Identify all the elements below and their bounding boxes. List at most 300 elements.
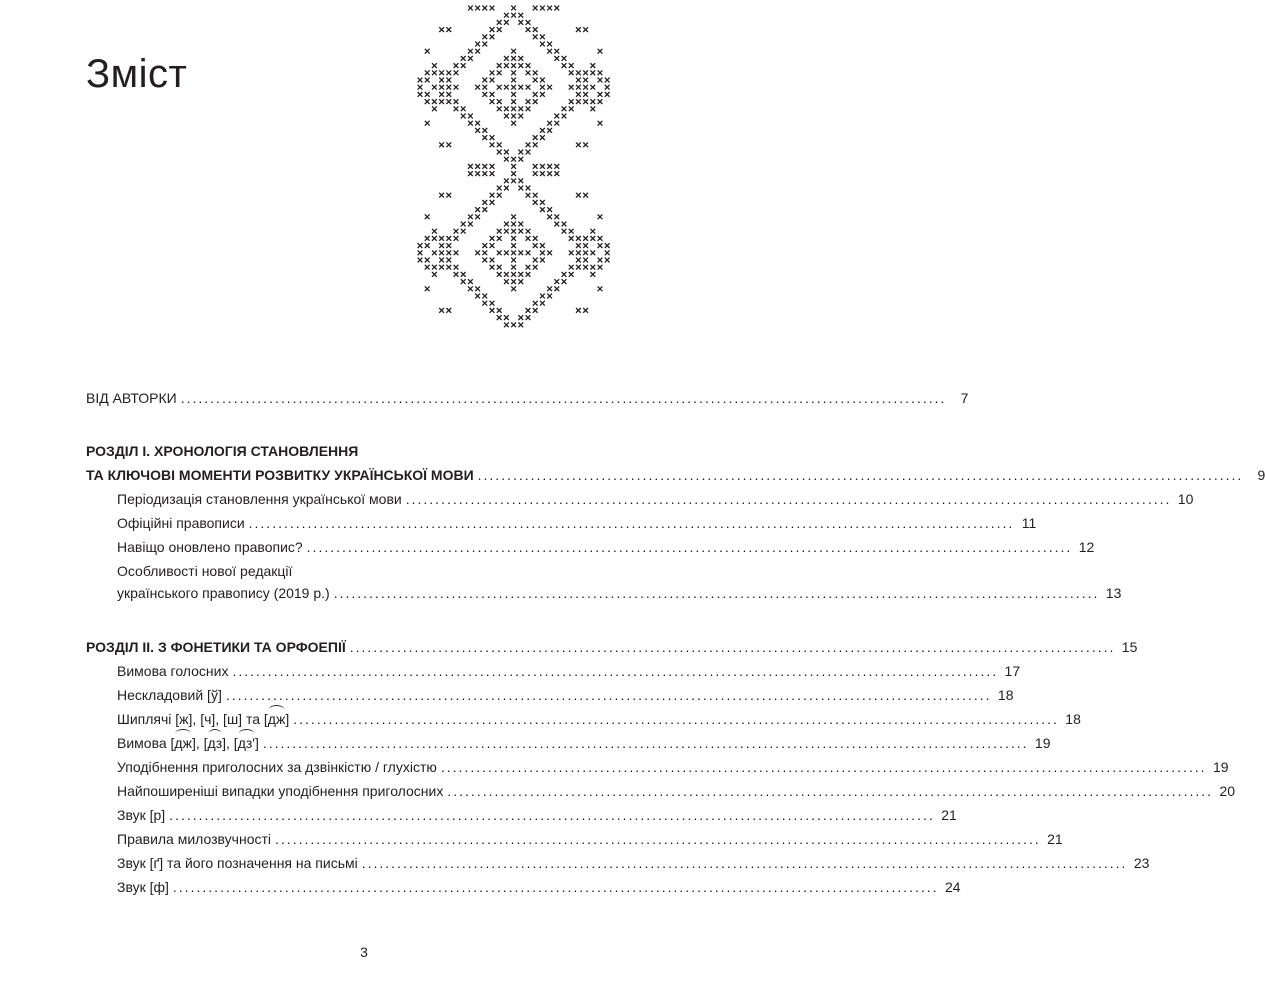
cross-stitch — [511, 250, 516, 255]
toc-entry[interactable] — [117, 538, 1095, 556]
cross-stitch — [511, 272, 516, 277]
cross-stitch — [504, 315, 509, 320]
toc-page-number: 21 — [1047, 831, 1063, 847]
cross-stitch — [576, 27, 581, 32]
dot-leader: .................................................................................................................................. — [225, 687, 992, 703]
cross-stitch — [482, 135, 487, 140]
cross-stitch — [598, 265, 603, 270]
cross-stitch — [490, 6, 495, 11]
toc-page-number: 20 — [1219, 783, 1236, 799]
toc-label: Звук [ґ] та його позначення на письмі — [117, 855, 358, 871]
cross-stitch — [511, 322, 516, 327]
cross-stitch — [598, 78, 603, 83]
cross-stitch — [454, 63, 459, 68]
cross-stitch — [439, 250, 444, 255]
cross-stitch — [569, 70, 574, 75]
cross-stitch — [605, 78, 610, 83]
cross-stitch — [482, 42, 487, 47]
cross-stitch — [590, 63, 595, 68]
cross-stitch — [598, 70, 603, 75]
cross-stitch — [439, 308, 444, 313]
cross-stitch — [490, 70, 495, 75]
cross-stitch — [540, 34, 545, 39]
toc-label-part: ], [ — [191, 735, 208, 751]
cross-stitch — [511, 243, 516, 248]
cross-stitch — [540, 301, 545, 306]
cross-stitch — [583, 27, 588, 32]
toc-entry[interactable] — [117, 782, 1236, 800]
cross-stitch — [590, 272, 595, 277]
cross-stitch — [475, 121, 480, 126]
toc-entry[interactable] — [117, 514, 1037, 532]
cross-stitch — [554, 286, 559, 291]
cross-stitch — [511, 106, 516, 111]
cross-stitch — [562, 106, 567, 111]
cross-stitch — [461, 222, 466, 227]
cross-stitch — [583, 250, 588, 255]
cross-stitch — [547, 207, 552, 212]
cross-stitch — [590, 265, 595, 270]
toc-page-number: 12 — [1078, 539, 1095, 555]
dot-leader: .................................................................................................................................. — [447, 783, 1214, 799]
cross-stitch — [468, 121, 473, 126]
cross-stitch — [432, 272, 437, 277]
cross-stitch — [482, 92, 487, 97]
cross-stitch — [547, 250, 552, 255]
toc-entry[interactable] — [117, 830, 1063, 848]
cross-stitch — [439, 258, 444, 263]
cross-stitch — [583, 85, 588, 90]
cross-stitch — [504, 222, 509, 227]
cross-stitch — [497, 250, 502, 255]
toc-entry[interactable] — [117, 734, 1051, 752]
cross-stitch — [482, 34, 487, 39]
cross-stitch — [482, 85, 487, 90]
cross-stitch — [425, 236, 430, 241]
toc-section-2[interactable] — [86, 638, 1138, 656]
cross-stitch — [497, 106, 502, 111]
toc-page-number: 18 — [1065, 711, 1081, 727]
cross-stitch — [511, 63, 516, 68]
cross-stitch — [518, 20, 523, 25]
cross-stitch — [540, 78, 545, 83]
cross-stitch — [540, 171, 545, 176]
cross-stitch — [583, 92, 588, 97]
cross-stitch — [569, 229, 574, 234]
cross-stitch — [554, 214, 559, 219]
cross-stitch — [497, 308, 502, 313]
cross-stitch — [562, 56, 567, 61]
cross-stitch — [446, 70, 451, 75]
cross-stitch — [526, 236, 531, 241]
toc-page-number: 19 — [1034, 735, 1051, 751]
cross-stitch — [425, 121, 430, 126]
toc-label: Звук [ф] — [117, 879, 169, 895]
cross-stitch — [526, 20, 531, 25]
cross-stitch — [533, 193, 538, 198]
cross-stitch — [511, 265, 516, 270]
cross-stitch — [583, 265, 588, 270]
cross-stitch — [475, 250, 480, 255]
cross-stitch — [446, 27, 451, 32]
cross-stitch — [475, 207, 480, 212]
cross-stitch — [504, 186, 509, 191]
toc-entry-author-note[interactable] — [86, 389, 969, 407]
cross-stitch — [504, 63, 509, 68]
cross-stitch — [511, 214, 516, 219]
cross-stitch — [540, 294, 545, 299]
cross-stitch — [475, 85, 480, 90]
cross-stitch — [526, 186, 531, 191]
cross-stitch — [518, 222, 523, 227]
cross-stitch — [475, 128, 480, 133]
cross-stitch — [547, 128, 552, 133]
cross-stitch — [511, 114, 516, 119]
cross-stitch — [418, 78, 423, 83]
toc-entry[interactable] — [117, 806, 957, 824]
cross-stitch — [518, 150, 523, 155]
cross-stitch — [583, 193, 588, 198]
arc-mark: дз — [207, 735, 223, 751]
toc-label: Вимова голосних — [117, 663, 229, 679]
cross-stitch — [511, 171, 516, 176]
cross-stitch — [504, 279, 509, 284]
cross-stitch — [526, 63, 531, 68]
cross-stitch — [511, 49, 516, 54]
cross-stitch — [540, 207, 545, 212]
cross-stitch — [526, 150, 531, 155]
section-title: ТА КЛЮЧОВІ МОМЕНТИ РОЗВИТКУ УКРАЇНСЬКОЇ МОВИ — [86, 467, 474, 483]
cross-stitch — [547, 121, 552, 126]
cross-stitch — [511, 164, 516, 169]
cross-stitch — [590, 250, 595, 255]
cross-stitch — [504, 150, 509, 155]
cross-stitch — [482, 6, 487, 11]
cross-stitch — [468, 222, 473, 227]
cross-stitch — [482, 294, 487, 299]
cross-stitch — [497, 27, 502, 32]
toc-page-number: 7 — [960, 390, 969, 406]
cross-stitch — [518, 229, 523, 234]
cross-stitch — [446, 78, 451, 83]
toc-page-number: 18 — [997, 687, 1014, 703]
cross-stitch — [576, 265, 581, 270]
cross-stitch — [418, 92, 423, 97]
cross-stitch — [482, 128, 487, 133]
cross-stitch — [511, 70, 516, 75]
cross-stitch — [482, 301, 487, 306]
cross-stitch — [490, 200, 495, 205]
cross-stitch — [518, 272, 523, 277]
toc-entry[interactable] — [117, 878, 961, 896]
cross-stitch — [497, 186, 502, 191]
cross-stitch — [425, 49, 430, 54]
cross-stitch — [461, 229, 466, 234]
cross-stitch — [432, 250, 437, 255]
toc-label: Звук [р] — [117, 807, 166, 823]
toc-label: Уподібнення приголосних за дзвінкістю / глухістю — [117, 759, 437, 775]
dot-leader: .................................................................................................................................. — [248, 515, 1015, 531]
cross-stitch — [439, 265, 444, 270]
cross-stitch — [583, 236, 588, 241]
dot-leader: .................................................................................................................................. — [349, 639, 1116, 655]
cross-stitch — [511, 222, 516, 227]
toc-entry-multiline-1[interactable] — [117, 562, 610, 580]
cross-stitch — [497, 229, 502, 234]
cross-stitch — [439, 92, 444, 97]
cross-stitch — [490, 193, 495, 198]
cross-stitch — [497, 272, 502, 277]
cross-stitch — [497, 63, 502, 68]
cross-stitch — [490, 171, 495, 176]
cross-stitch — [598, 286, 603, 291]
cross-stitch — [576, 258, 581, 263]
cross-stitch — [576, 308, 581, 313]
cross-stitch — [533, 70, 538, 75]
cross-stitch — [490, 301, 495, 306]
cross-stitch — [533, 27, 538, 32]
toc-label: Офіційні правописи — [117, 515, 245, 531]
cross-stitch — [547, 164, 552, 169]
toc-entry[interactable] — [117, 662, 1021, 680]
cross-stitch — [468, 286, 473, 291]
cross-stitch — [547, 171, 552, 176]
cross-stitch — [526, 106, 531, 111]
cross-stitch — [562, 272, 567, 277]
cross-stitch — [490, 236, 495, 241]
cross-stitch — [540, 258, 545, 263]
cross-stitch — [554, 114, 559, 119]
cross-stitch — [518, 63, 523, 68]
cross-stitch — [576, 243, 581, 248]
dot-leader: .................................................................................................................................. — [232, 663, 999, 679]
cross-stitch — [461, 106, 466, 111]
cross-stitch — [526, 27, 531, 32]
cross-stitch — [482, 207, 487, 212]
cross-stitch — [562, 63, 567, 68]
cross-stitch — [576, 142, 581, 147]
cross-stitch — [605, 85, 610, 90]
toc-entry[interactable] — [117, 854, 1150, 872]
cross-stitch — [518, 315, 523, 320]
cross-stitch — [490, 308, 495, 313]
cross-stitch — [569, 250, 574, 255]
cross-stitch — [490, 142, 495, 147]
cross-stitch — [526, 272, 531, 277]
cross-stitch — [554, 222, 559, 227]
cross-stitch — [482, 200, 487, 205]
cross-stitch — [475, 164, 480, 169]
dot-leader: .................................................................................................................................. — [333, 585, 1100, 601]
dot-leader: .................................................................................................................................. — [262, 735, 1029, 751]
cross-stitch — [540, 92, 545, 97]
cross-stitch — [526, 250, 531, 255]
cross-stitch — [425, 78, 430, 83]
page-number: 3 — [360, 944, 368, 960]
cross-stitch — [511, 6, 516, 11]
cross-stitch — [504, 56, 509, 61]
cross-stitch — [518, 157, 523, 162]
cross-stitch — [526, 85, 531, 90]
cross-stitch — [446, 258, 451, 263]
cross-stitch — [504, 20, 509, 25]
cross-stitch — [554, 56, 559, 61]
cross-stitch — [425, 265, 430, 270]
cross-stitch — [576, 85, 581, 90]
cross-stitch — [598, 214, 603, 219]
cross-stitch — [439, 70, 444, 75]
cross-stitch — [518, 322, 523, 327]
cross-stitch — [504, 106, 509, 111]
toc-page-number: 11 — [1021, 515, 1037, 531]
cross-stitch — [547, 214, 552, 219]
toc-entry[interactable] — [117, 686, 1014, 704]
cross-stitch — [598, 99, 603, 104]
cross-stitch — [569, 236, 574, 241]
cross-stitch — [605, 92, 610, 97]
cross-stitch — [518, 279, 523, 284]
cross-stitch — [439, 78, 444, 83]
cross-stitch — [482, 78, 487, 83]
cross-stitch — [590, 99, 595, 104]
cross-stitch — [454, 85, 459, 90]
cross-stitch — [511, 157, 516, 162]
cross-stitch — [526, 142, 531, 147]
cross-stitch — [583, 99, 588, 104]
section-title: РОЗДІЛ ІІ. З ФОНЕТИКИ ТА ОРФОЕПІЇ — [86, 639, 346, 655]
cross-stitch — [497, 193, 502, 198]
cross-stitch — [454, 236, 459, 241]
toc-label-part: ] — [285, 711, 290, 727]
cross-stitch — [540, 164, 545, 169]
cross-stitch — [468, 49, 473, 54]
cross-stitch — [475, 49, 480, 54]
cross-stitch — [533, 78, 538, 83]
cross-stitch — [454, 229, 459, 234]
cross-stitch — [569, 63, 574, 68]
cross-stitch — [540, 128, 545, 133]
cross-stitch — [490, 164, 495, 169]
cross-stitch — [461, 272, 466, 277]
cross-stitch — [547, 49, 552, 54]
cross-stitch — [446, 142, 451, 147]
cross-stitch — [605, 258, 610, 263]
dot-leader: .................................................................................................................................. — [293, 711, 1059, 727]
cross-stitch — [468, 279, 473, 284]
cross-stitch — [533, 34, 538, 39]
cross-stitch — [554, 279, 559, 284]
cross-stitch — [562, 222, 567, 227]
toc-label-part: ] — [254, 735, 259, 751]
cross-stitch — [504, 85, 509, 90]
cross-stitch — [569, 99, 574, 104]
cross-stitch — [598, 49, 603, 54]
cross-stitch — [490, 258, 495, 263]
cross-stitch — [598, 92, 603, 97]
cross-stitch — [482, 243, 487, 248]
cross-stitch — [497, 150, 502, 155]
cross-stitch — [590, 85, 595, 90]
cross-stitch — [511, 178, 516, 183]
cross-stitch — [497, 236, 502, 241]
toc-label-part: Вимова [ — [117, 735, 175, 751]
cross-stitch — [562, 279, 567, 284]
cross-stitch — [475, 171, 480, 176]
cross-stitch — [540, 135, 545, 140]
cross-stitch — [418, 243, 423, 248]
section-title: РОЗДІЛ І. ХРОНОЛОГІЯ СТАНОВЛЕННЯ — [86, 443, 359, 459]
cross-stitch — [583, 142, 588, 147]
cross-stitch — [547, 286, 552, 291]
cross-stitch — [547, 294, 552, 299]
cross-stitch — [518, 186, 523, 191]
cross-stitch — [497, 70, 502, 75]
cross-stitch — [468, 56, 473, 61]
cross-stitch — [504, 272, 509, 277]
toc-entry[interactable] — [117, 710, 1081, 728]
cross-stitch — [533, 301, 538, 306]
cross-stitch — [439, 236, 444, 241]
cross-stitch — [598, 236, 603, 241]
cross-stitch — [511, 85, 516, 90]
cross-stitch — [490, 78, 495, 83]
cross-stitch — [518, 13, 523, 18]
cross-stitch — [533, 258, 538, 263]
cross-stitch — [576, 236, 581, 241]
cross-stitch — [583, 258, 588, 263]
dot-leader: .................................................................................................................................. — [180, 390, 947, 406]
toc-label — [117, 734, 259, 752]
cross-stitch — [446, 236, 451, 241]
cross-stitch — [439, 99, 444, 104]
cross-stitch — [497, 265, 502, 270]
cross-stitch — [547, 42, 552, 47]
toc-page-number: 23 — [1133, 855, 1150, 871]
cross-stitch — [482, 250, 487, 255]
toc-section-1[interactable] — [86, 466, 1265, 484]
toc-page-number: 15 — [1121, 639, 1138, 655]
cross-stitch — [598, 258, 603, 263]
toc-label: ВІД АВТОРКИ — [86, 390, 177, 406]
cross-stitch — [504, 178, 509, 183]
toc-label: Правила милозвучності — [117, 831, 272, 847]
cross-stitch — [526, 229, 531, 234]
cross-stitch — [540, 250, 545, 255]
toc-label: Особливості нової редакції — [117, 563, 293, 579]
toc-label: українського правопису (2019 р.) — [117, 585, 330, 601]
cross-stitch — [454, 272, 459, 277]
cross-stitch — [439, 142, 444, 147]
cross-stitch — [583, 70, 588, 75]
toc-entry[interactable] — [117, 490, 1194, 508]
cross-stitch — [569, 272, 574, 277]
toc-entry[interactable] — [117, 584, 1122, 602]
toc-section-1-line1[interactable] — [86, 442, 610, 460]
cross-stitch — [511, 229, 516, 234]
cross-stitch — [540, 42, 545, 47]
cross-stitch — [590, 106, 595, 111]
cross-stitch — [454, 250, 459, 255]
cross-stitch — [432, 99, 437, 104]
cross-stitch — [533, 92, 538, 97]
cross-stitch — [425, 92, 430, 97]
cross-stitch — [432, 265, 437, 270]
cross-stitch — [446, 193, 451, 198]
toc-entry[interactable] — [117, 758, 1229, 776]
dot-leader: .................................................................................................................................. — [361, 855, 1128, 871]
toc-label-part: Шиплячі [ж], [ч], [ш] та [ — [117, 711, 268, 727]
cross-stitch — [583, 78, 588, 83]
